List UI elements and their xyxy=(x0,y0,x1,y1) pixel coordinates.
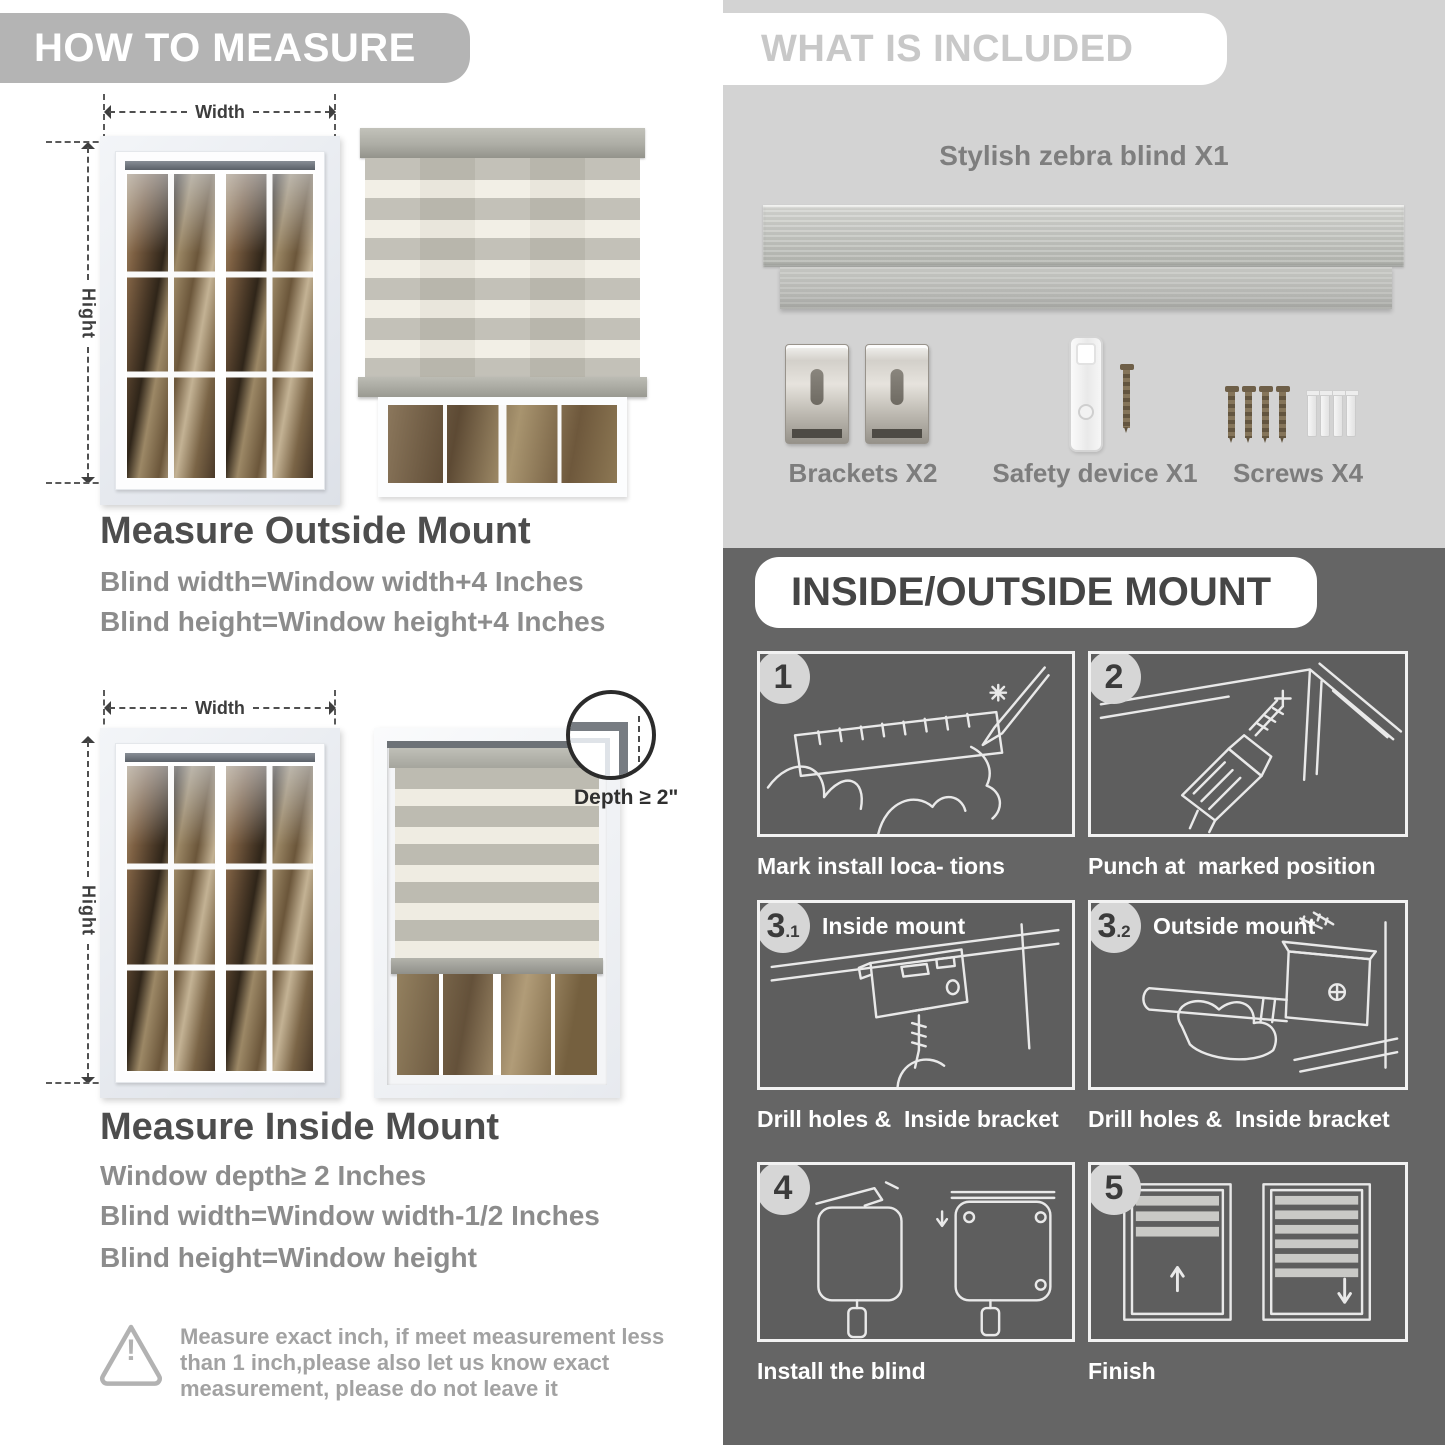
screw-icon xyxy=(1228,392,1235,438)
step-5 xyxy=(1088,1162,1408,1385)
warning-block xyxy=(98,1322,164,1393)
safety-device-icon xyxy=(1069,336,1103,452)
window-sash xyxy=(224,764,316,1073)
step-number: 5 xyxy=(1104,1168,1124,1207)
step-number: 3 xyxy=(766,906,786,945)
step-2-caption: Punch at marked position xyxy=(1088,853,1376,879)
step-number: 4 xyxy=(773,1168,793,1207)
measure-tick xyxy=(103,94,105,140)
how-to-measure-header: HOW TO MEASURE xyxy=(0,13,470,83)
warning-line: than 1 inch,please also let us know exact xyxy=(180,1350,610,1375)
step-4-panel xyxy=(757,1162,1075,1342)
bracket-icon xyxy=(865,344,929,444)
screws-label: Screws X4 xyxy=(1232,458,1364,488)
inside-mount-panel-label: Inside mount xyxy=(822,913,966,939)
blind-fabric xyxy=(365,158,640,377)
step-number-badge xyxy=(757,1162,810,1215)
inside-outside-mount-header: INSIDE/OUTSIDE MOUNT xyxy=(755,557,1317,628)
outside-mount-title: Measure Outside Mount xyxy=(100,510,531,552)
window-sash xyxy=(125,764,217,1073)
step-3-1-caption: Drill holes & Inside bracket xyxy=(757,1106,1059,1132)
dashed-line xyxy=(253,707,331,709)
window-track xyxy=(125,161,315,170)
screw-icon xyxy=(1262,392,1269,438)
exclamation-mark: ! xyxy=(126,1334,136,1367)
window-glass xyxy=(125,762,315,1073)
what-is-included-section xyxy=(723,0,1445,548)
blind-bottom-rail xyxy=(391,958,603,974)
dashed-line xyxy=(253,111,331,113)
dashed-line xyxy=(109,111,187,113)
wall-anchor-icon xyxy=(1307,393,1317,437)
step-3-2 xyxy=(1088,900,1408,1133)
outside-formula-height: Blind height=Window height+4 Inches xyxy=(100,606,606,637)
height-arrow-outside xyxy=(76,142,100,484)
measure-tick xyxy=(46,1082,108,1084)
inside-formula-height: Blind height=Window height xyxy=(100,1242,477,1273)
dashed-line xyxy=(87,347,89,480)
step-number: 2 xyxy=(1104,657,1124,696)
blind-fabric xyxy=(395,768,599,958)
dashed-line xyxy=(109,707,187,709)
window-illustration-inside-left xyxy=(100,728,340,1098)
blind-headrail-image xyxy=(763,205,1404,267)
dashed-line xyxy=(87,944,89,1080)
depth-dashed-line xyxy=(638,716,640,772)
step-number-badge xyxy=(757,651,810,704)
step-3-2-caption: Drill holes & Inside bracket xyxy=(1088,1106,1390,1132)
inside-mount-title: Measure Inside Mount xyxy=(100,1106,500,1148)
width-label: Width xyxy=(187,102,253,123)
height-label: Hight xyxy=(78,877,99,944)
warning-line: measurement, please do not leave it xyxy=(180,1376,558,1401)
step-number-badge xyxy=(757,900,810,953)
step-subnumber: .1 xyxy=(785,922,800,941)
width-label: Width xyxy=(187,698,253,719)
step-number: 1 xyxy=(773,657,793,696)
width-arrow-outside xyxy=(104,101,336,122)
dashed-line xyxy=(87,741,89,877)
inside-formula-depth: Window depth≥ 2 Inches xyxy=(100,1160,427,1191)
wall-anchor-icon xyxy=(1333,393,1343,437)
window-glass xyxy=(125,170,315,480)
window-sash xyxy=(224,172,316,480)
bracket-icon xyxy=(785,344,849,444)
step-3-1 xyxy=(757,900,1075,1133)
wall-anchor-icon xyxy=(1346,393,1356,437)
step-2 xyxy=(1088,651,1408,880)
step-number-badge xyxy=(1088,1162,1141,1215)
step-4 xyxy=(757,1162,1075,1385)
wall-anchor-icon xyxy=(1320,393,1330,437)
blind-bottom-rail xyxy=(358,377,647,397)
inside-formula-width: Blind width=Window width-1/2 Inches xyxy=(100,1200,600,1231)
step-1-panel xyxy=(757,651,1075,837)
measure-tick xyxy=(46,482,108,484)
warning-text xyxy=(180,1324,664,1402)
frame-corner-line xyxy=(619,722,628,780)
measure-tick xyxy=(46,141,108,143)
step-number-badge xyxy=(1088,900,1141,953)
step-4-caption: Install the blind xyxy=(757,1358,926,1384)
height-label: Hight xyxy=(78,280,99,347)
inside-outside-mount-section xyxy=(723,548,1445,1445)
depth-magnifier-icon xyxy=(566,690,656,780)
window-frame xyxy=(115,151,325,490)
step-5-panel xyxy=(1088,1162,1408,1342)
window-illustration-outside xyxy=(100,136,340,505)
step-3-1-panel xyxy=(757,900,1075,1090)
step-number-badge xyxy=(1088,651,1141,704)
brackets-label: Brackets X2 xyxy=(788,458,938,488)
step-subnumber: .2 xyxy=(1116,922,1131,941)
window-track xyxy=(125,753,315,762)
blind-cassette xyxy=(360,128,645,158)
blind-headrail-lip xyxy=(780,267,1392,309)
screw-icon xyxy=(1279,392,1286,438)
safety-device-label: Safety device X1 xyxy=(992,458,1198,488)
step-1-caption: Mark install loca- tions xyxy=(757,853,1005,879)
frame-corner-highlight xyxy=(566,738,610,743)
dashed-line xyxy=(87,147,89,280)
measure-tick xyxy=(334,94,336,140)
window-below-blind xyxy=(378,397,627,497)
product-label: Stylish zebra blind X1 xyxy=(939,140,1229,171)
step-number: 3 xyxy=(1097,906,1117,945)
step-5-caption: Finish xyxy=(1088,1358,1156,1384)
step-2-panel xyxy=(1088,651,1408,837)
window-glass xyxy=(388,405,617,483)
depth-callout-label: Depth ≥ 2" xyxy=(574,786,679,809)
zebra-blind-illustration-outside xyxy=(360,128,645,497)
screw-icon xyxy=(1245,392,1252,438)
height-arrow-inside xyxy=(76,736,100,1084)
outside-formula-width: Blind width=Window width+4 Inches xyxy=(100,566,584,597)
width-arrow-inside xyxy=(104,697,336,718)
frame-corner-highlight xyxy=(605,738,610,780)
screw-icon xyxy=(1123,370,1130,428)
what-is-included-header: WHAT IS INCLUDED xyxy=(723,13,1227,85)
window-glass xyxy=(397,974,597,1075)
warning-line: Measure exact inch, if meet measurement less xyxy=(180,1324,665,1349)
window-sash xyxy=(125,172,217,480)
window-with-inside-blind xyxy=(374,728,620,1098)
outside-mount-panel-label: Outside mount xyxy=(1153,913,1316,939)
step-1 xyxy=(757,651,1075,880)
step-3-2-panel xyxy=(1088,900,1408,1090)
window-frame xyxy=(115,743,325,1083)
